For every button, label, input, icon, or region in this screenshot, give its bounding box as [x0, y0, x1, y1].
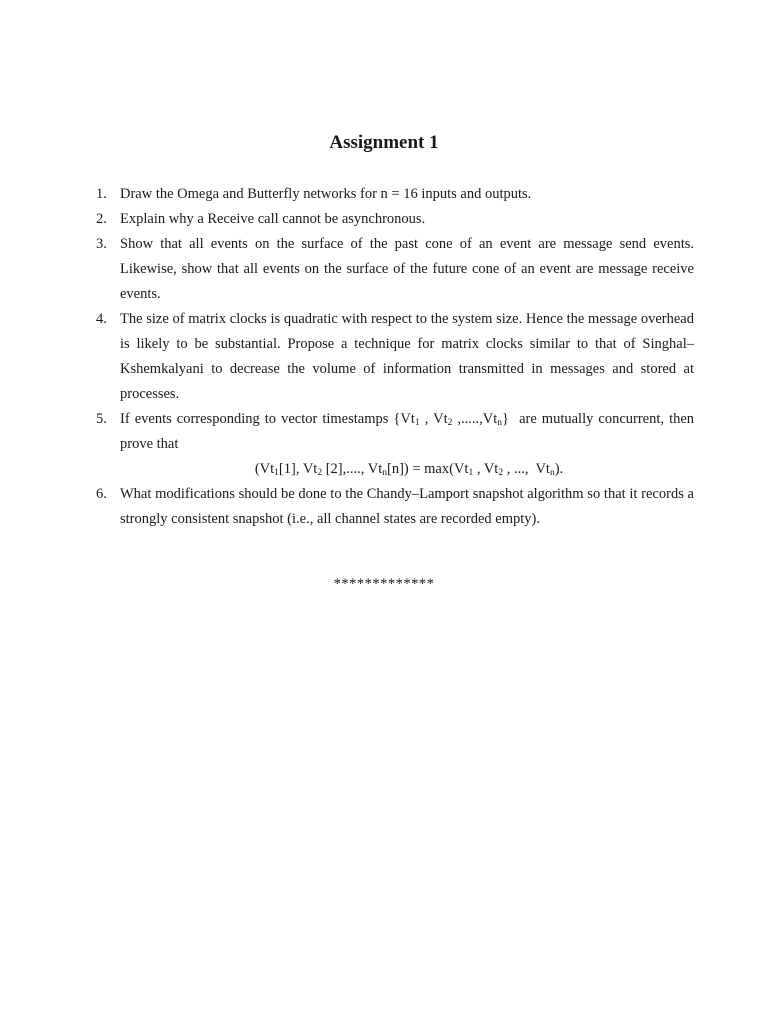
- question-text: Show that all events on the surface of the past cone of an event are message send events. Likewise, show that all events on the surface of the future cone of an event are message receive events.: [120, 236, 694, 302]
- question-number: 2.: [96, 211, 107, 227]
- question-number: 4.: [96, 311, 107, 327]
- question-text: Explain why a Receive call cannot be asynchronous.: [120, 211, 426, 227]
- question-number: 3.: [96, 236, 107, 252]
- question-number: 5.: [96, 411, 107, 427]
- question-4: [96, 307, 694, 407]
- footer-separator: *************: [333, 576, 435, 592]
- question-number: 6.: [96, 486, 107, 502]
- question-list: [96, 182, 694, 532]
- question-1: [96, 182, 694, 207]
- question-6: [96, 482, 694, 532]
- question-text: Draw the Omega and Butterfly networks for n = 16 inputs and outputs.: [120, 186, 532, 202]
- question-3: [96, 232, 694, 307]
- question-number: 1.: [96, 186, 107, 202]
- question-text: If events corresponding to vector timestamps {$Vt_1$ , $Vt_2$ $,.....,Vt_n$} are mutually concurrent, then prove that: [120, 411, 695, 452]
- page-title: Assignment 1: [329, 132, 439, 153]
- formula: ($Vt_1[1]$, $Vt_2$ [2],...., $Vt_n[n]) = \max(Vt_1$ , $Vt_2$ , ..., $Vt_n$).: [254, 461, 564, 478]
- question-5: [96, 407, 694, 482]
- question-text: The size of matrix clocks is quadratic with respect to the system size. Hence the message overhead is likely to be substantial. Propose a technique for matrix clocks similar to that of Singhal–Kshemkalyani to decrease the volume of information transmitted in messages and stored at processes.: [120, 311, 694, 402]
- question-2: [96, 207, 694, 232]
- question-text: What modifications should be done to the Chandy–Lamport snapshot algorithm so that it records a strongly consistent snapshot (i.e., all channel states are recorded empty).: [120, 486, 694, 527]
